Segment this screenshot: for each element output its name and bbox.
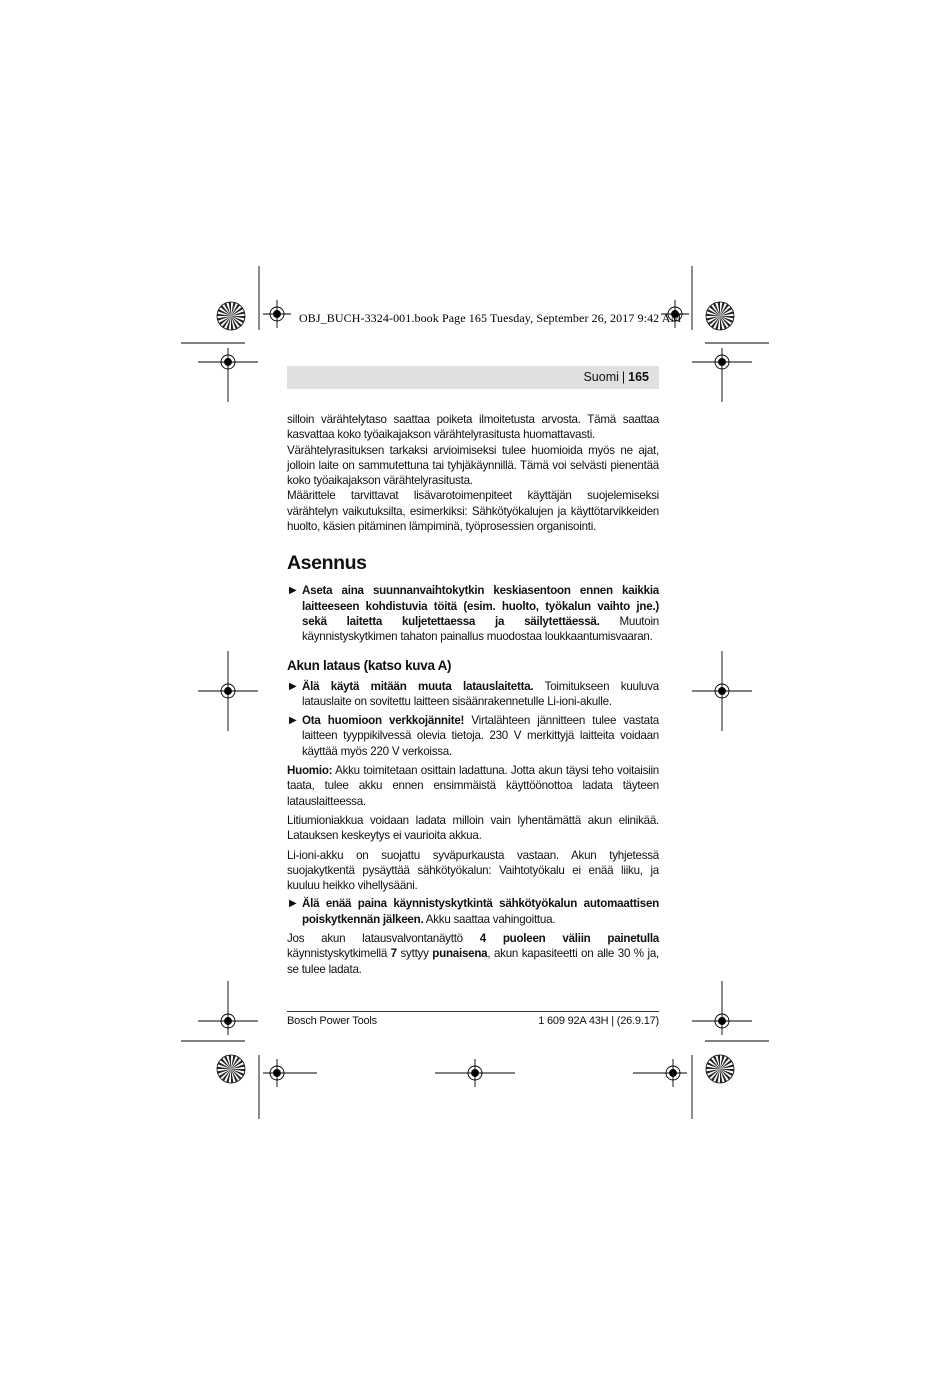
crosshair-mark: [692, 348, 752, 402]
crosshair-mark: [692, 981, 752, 1035]
intro-paragraph: Määrittele tarvittavat lisävarotoimenpiteet käyttäjän suojelemiseksi värähtelyn vaikutuksilta, esimerkiksi: Sähkötyökalujen ja käyttötarvikkeiden huolto, käsien pitäminen lämpiminä, työprosessien organisointi.: [287, 489, 659, 534]
warning-bullet: [287, 679, 659, 710]
bullet-text: Akku saattaa vahingoittua.: [423, 912, 556, 926]
crosshair-mark: [633, 1059, 687, 1087]
crosshair-mark: [692, 651, 752, 731]
bullet-bold-text: Älä käytä mitään muuta latauslaitetta.: [302, 679, 534, 693]
bullet-triangle-icon: ▶: [289, 680, 297, 692]
final-bold: 4 puoleen väliin painetulla: [479, 932, 659, 946]
bullet-text: Toimitukseen kuuluva latauslaite on sovitettu laitteen sisäänrakennetulle Li-ioni-akulle.: [302, 679, 659, 708]
starburst-target-icon: [706, 1055, 734, 1083]
final-paragraph: [287, 931, 659, 977]
bullet-bold-text: Ota huomioon verkkojännite!: [302, 714, 465, 728]
warning-bullet: [287, 713, 659, 759]
bullet-bold-text: Aseta aina suunnanvaihtokytkin keskiasentoon ennen kaikkia laitteeseen kohdistuvia töitä (esim. huolto, työkalun vaihto jne.) sekä laitetta kuljetettaessa ja säilytettäessä.: [302, 584, 659, 628]
crosshair-mark: [263, 300, 291, 328]
crosshair-mark: [198, 348, 258, 402]
note-label: Huomio:: [287, 764, 333, 778]
footer-divider: [287, 1011, 659, 1012]
note-text: Akku toimitetaan osittain ladattuna. Jotta akun täysi teho voitaisiin taata, tulee akku ennen ensimmäistä käyttöönottoa ladata täyteen latauslaitteessa.: [287, 764, 659, 808]
subsection-title: Akun lataus (katso kuva A): [287, 657, 452, 673]
header-language: Suomi: [583, 370, 619, 384]
final-text: käynnistyskytkimellä: [287, 947, 391, 961]
page-header: [287, 366, 659, 389]
final-text: , akun kapasiteetti on alle 30 % ja, se tulee ladata.: [287, 947, 659, 976]
starburst-target-icon: [706, 302, 734, 330]
intro-paragraph: Värähtelyrasituksen tarkaksi arvioimiseksi tulee huomioida myös ne ajat, jolloin laite on sammutettuna tai tyhjäkäynnillä. Tämä voi selvästi pienentää koko työaikajakson värähtelyrasitusta.: [287, 443, 659, 488]
section-title: Asennus: [287, 552, 367, 575]
bullet-text: Virtalähteen jännitteen tulee vastata laitteen tyyppikilvessä olevia tietoja. 230 V merkittyjä laitteita voidaan käyttää myös 220 V verkoissa.: [302, 714, 659, 758]
header-separator: |: [621, 370, 626, 384]
final-text: Jos akun latausvalvontanäyttö: [287, 932, 480, 946]
crosshair-mark: [435, 1059, 515, 1087]
footer-brand: Bosch Power Tools: [287, 1015, 377, 1027]
final-bold: punaisena: [432, 947, 488, 961]
final-text: syttyy: [396, 947, 433, 961]
bullet-text: Muutoin käynnistyskytkimen tahaton painallus muodostaa loukkaantumisvaaran.: [302, 614, 659, 644]
bullet-triangle-icon: ▶: [289, 898, 297, 910]
footer-doc-number: 1 609 92A 43H | (26.9.17): [538, 1015, 659, 1027]
crosshair-mark: [198, 651, 258, 731]
bullet-bold-text: Älä enää paina käynnistyskytkintä sähkötyökalun automaattisen poiskytkennän jälkeen.: [302, 897, 659, 926]
final-bold: 7: [390, 947, 397, 961]
warning-bullet: [287, 583, 659, 644]
bullet-triangle-icon: ▶: [289, 585, 297, 597]
print-info-line: OBJ_BUCH-3324-001.book Page 165 Tuesday, September 26, 2017 9:42 AM: [299, 311, 682, 325]
crosshair-mark: [263, 1059, 317, 1087]
warning-bullet: [287, 896, 659, 927]
page-number: 165: [628, 370, 649, 384]
note-paragraph: [287, 763, 659, 809]
starburst-target-icon: [217, 1055, 245, 1083]
starburst-target-icon: [217, 302, 245, 330]
crosshair-mark: [198, 981, 258, 1035]
header-text: [583, 370, 649, 384]
body-paragraph: Li-ioni-akku on suojattu syväpurkausta vastaan. Akun tyhjetessä suojakytkentä pysäyttää sähkötyökalun: Vaihtotyökalu ei enää liiku, ja kuuluu heikko vihellysääni.: [287, 848, 659, 893]
intro-paragraph: silloin värähtelytaso saattaa poiketa ilmoitetusta arvosta. Tämä saattaa kasvattaa koko työaikajakson värähtelyrasitusta huomattavasti.: [287, 413, 659, 442]
bullet-triangle-icon: ▶: [289, 715, 297, 727]
body-paragraph: Litiumioniakkua voidaan ladata milloin vain lyhentämättä akun elinikää. Latauksen keskeytys ei vaurioita akkua.: [287, 813, 659, 843]
main-column: [287, 412, 659, 977]
